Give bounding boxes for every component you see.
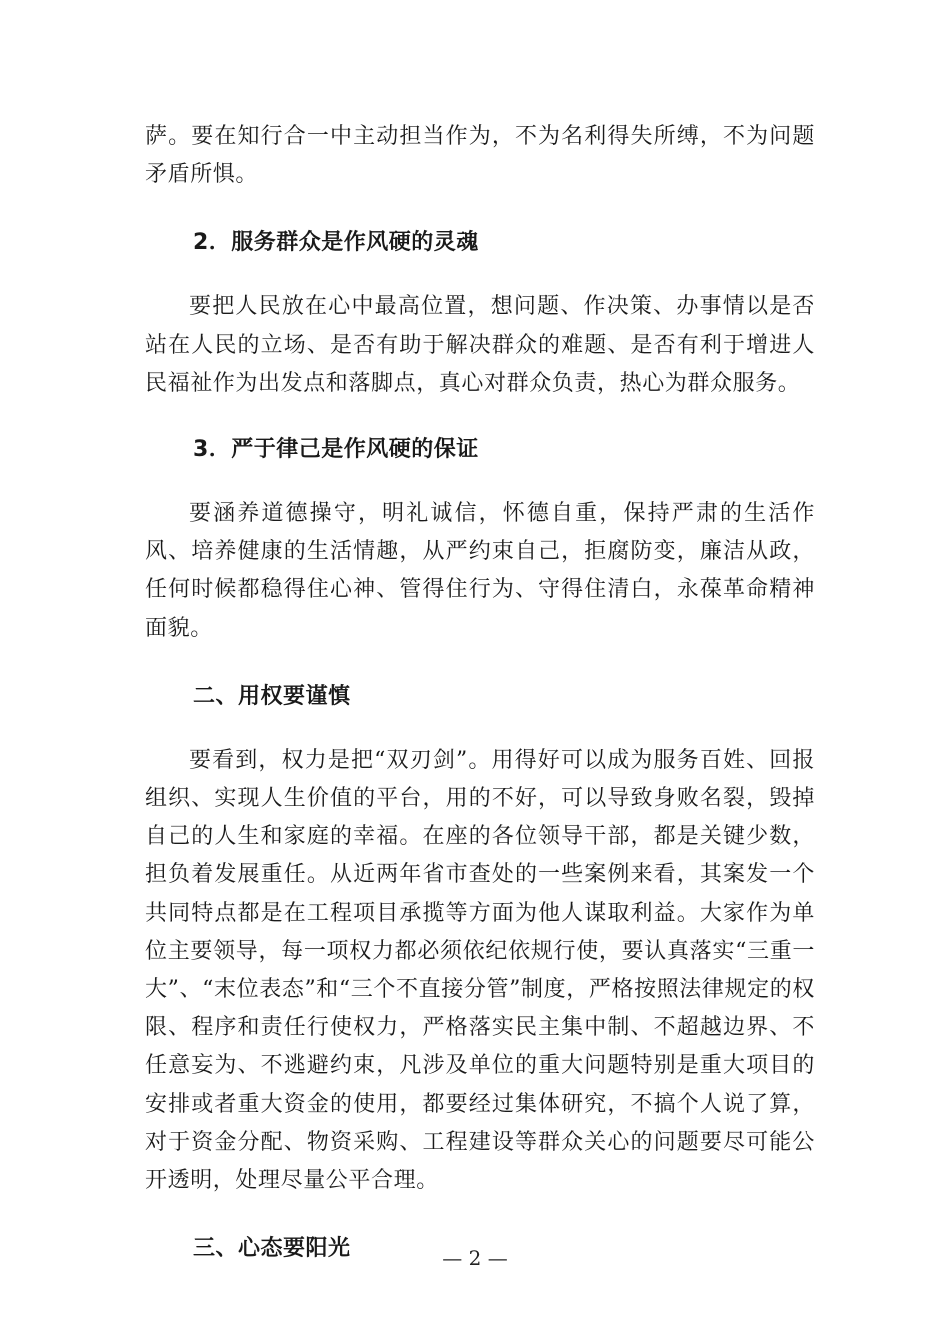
paragraph-self-discipline: 要涵养道德操守，明礼诚信，怀德自重，保持严肃的生活作风、培养健康的生活情趣，从严约束自己，拒腐防变，廉洁从政，任何时候都稳得住心神、管得住行为、守得住清白，永葆革命精神面貌。 <box>145 501 815 641</box>
section-heading-serve-masses: 2．服务群众是作风硬的灵魂 <box>193 230 479 256</box>
paragraph-use-power: 要看到，权力是把“双刃剑”。用得好可以成为服务百姓、回报组织、实现人生价值的平台，用的不好，可以导致身败名裂，毁掉自己的人生和家庭的幸福。在座的各位领导干部，都是关键少数，担负着发展重任。从近两年省市查处的一些案例来看，其案发一个共同特点都是在工程项目承揽等方面为他人谋取利益。大家作为单位主要领导，每一项权力都必须依纪依规行使，要认真落实“三重一大”、“末位表态”和“三个不直接分管”制度，严格按照法律规定的权限、程序和责任行使权力，严格落实民主集中制、不超越边界、不任意妄为、不逃避约束，凡涉及单位的重大问题特别是重大项目的安排或者重大资金的使用，都要经过集体研究，不搞个人说了算，对于资金分配、物资采购、工程建设等群众关心的问题要尽可能公开透明，处理尽量公平合理。 <box>145 747 815 1194</box>
document-body <box>145 118 815 1268</box>
page-number: — 2 — <box>442 1246 508 1270</box>
section-heading-positive-mindset: 三、心态要阳光 <box>193 1236 351 1262</box>
paragraph-serve-masses: 要把人民放在心中最高位置，想问题、作决策、办事情以是否站在人民的立场、是否有助于解决群众的难题、是否有利于增进人民福祉作为出发点和落脚点，真心对群众负责，热心为群众服务。 <box>145 294 815 396</box>
section-heading-use-power: 二、用权要谨慎 <box>193 683 351 709</box>
section-heading-self-discipline: 3．严于律己是作风硬的保证 <box>193 437 479 463</box>
paragraph-continuation: 萨。要在知行合一中主动担当作为，不为名利得失所缚，不为问题矛盾所惧。 <box>145 124 815 188</box>
